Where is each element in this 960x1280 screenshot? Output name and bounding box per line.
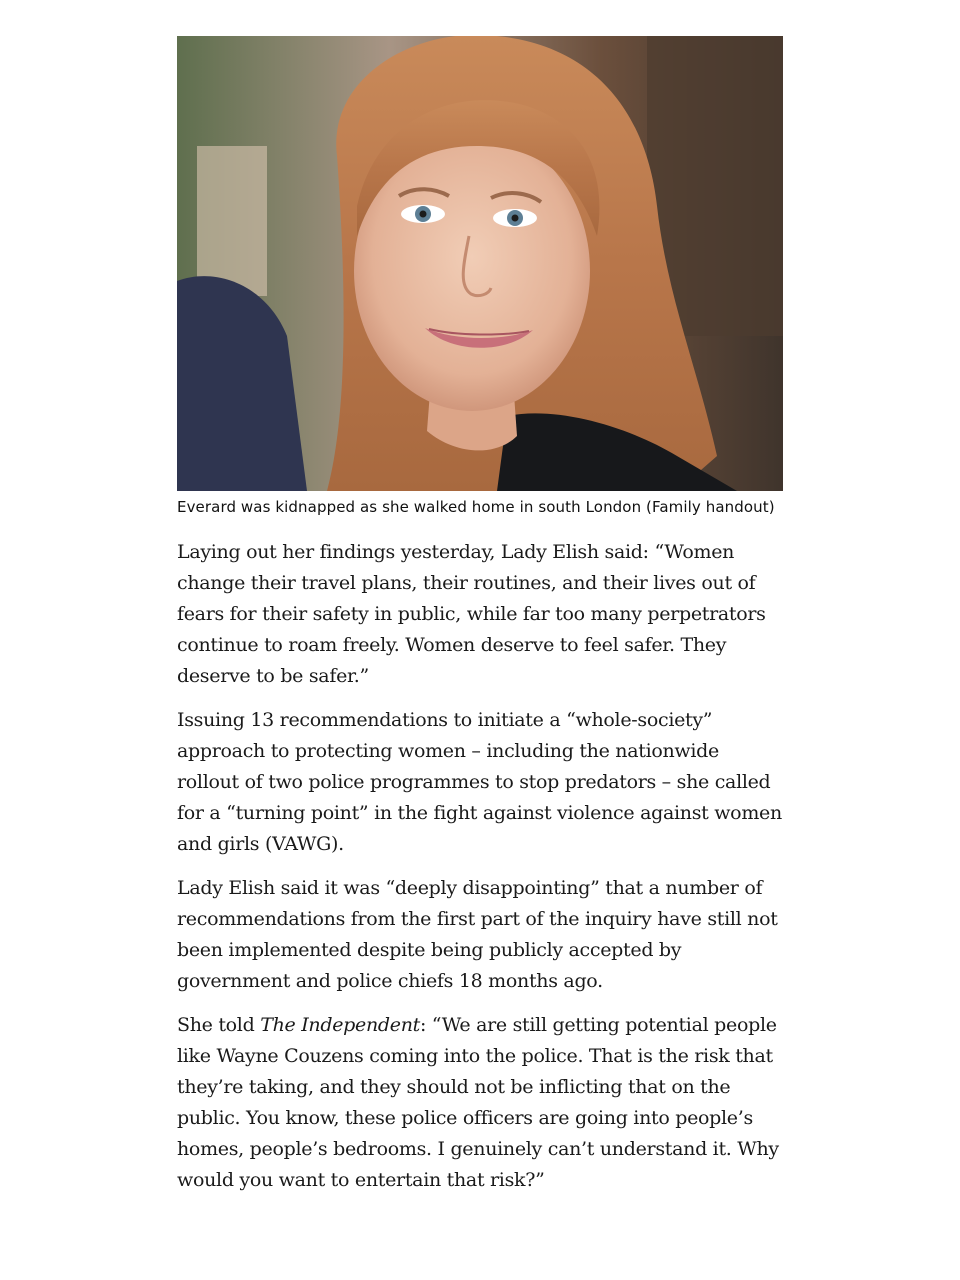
paragraph-disappointing: Lady Elish said it was “deeply disappointing” that a number of recommendations from the first part of the inquiry have still not been implemented despite being publicly accepted by government and police chiefs 18 months ago. [177,877,778,992]
portrait-illustration [177,36,783,491]
quote-lead: She told [177,1014,261,1036]
article-body [177,537,783,1196]
article-figure [177,36,783,516]
paragraph-quote [177,1010,783,1196]
portrait-photo [177,36,783,491]
paragraph-recommendations: Issuing 13 recommendations to initiate a “whole-society” approach to protecting women – including the nationwide rollout of two police programmes to stop predators – she called for a “turning point” in the fight against violence against women and girls (VAWG). [177,709,782,855]
article [177,36,783,1209]
paragraph-findings: Laying out her findings yesterday, Lady Elish said: “Women change their travel plans, their routines, and their lives out of fears for their safety in public, while far too many perpetrators continue to roam freely. Women deserve to feel safer. They deserve to be safer.” [177,541,766,687]
quote-text: : “We are still getting potential people like Wayne Couzens coming into the police. That is the risk that they’re taking, and they should not be inflicting that on the public. You know, these police officers are going into people’s homes, people’s bedrooms. I genuinely can’t understand it. Why would you want to entertain that risk?” [177,1014,779,1191]
image-caption: Everard was kidnapped as she walked home in south London (Family handout) [177,498,775,516]
publication-name: The Independent [260,1014,420,1036]
